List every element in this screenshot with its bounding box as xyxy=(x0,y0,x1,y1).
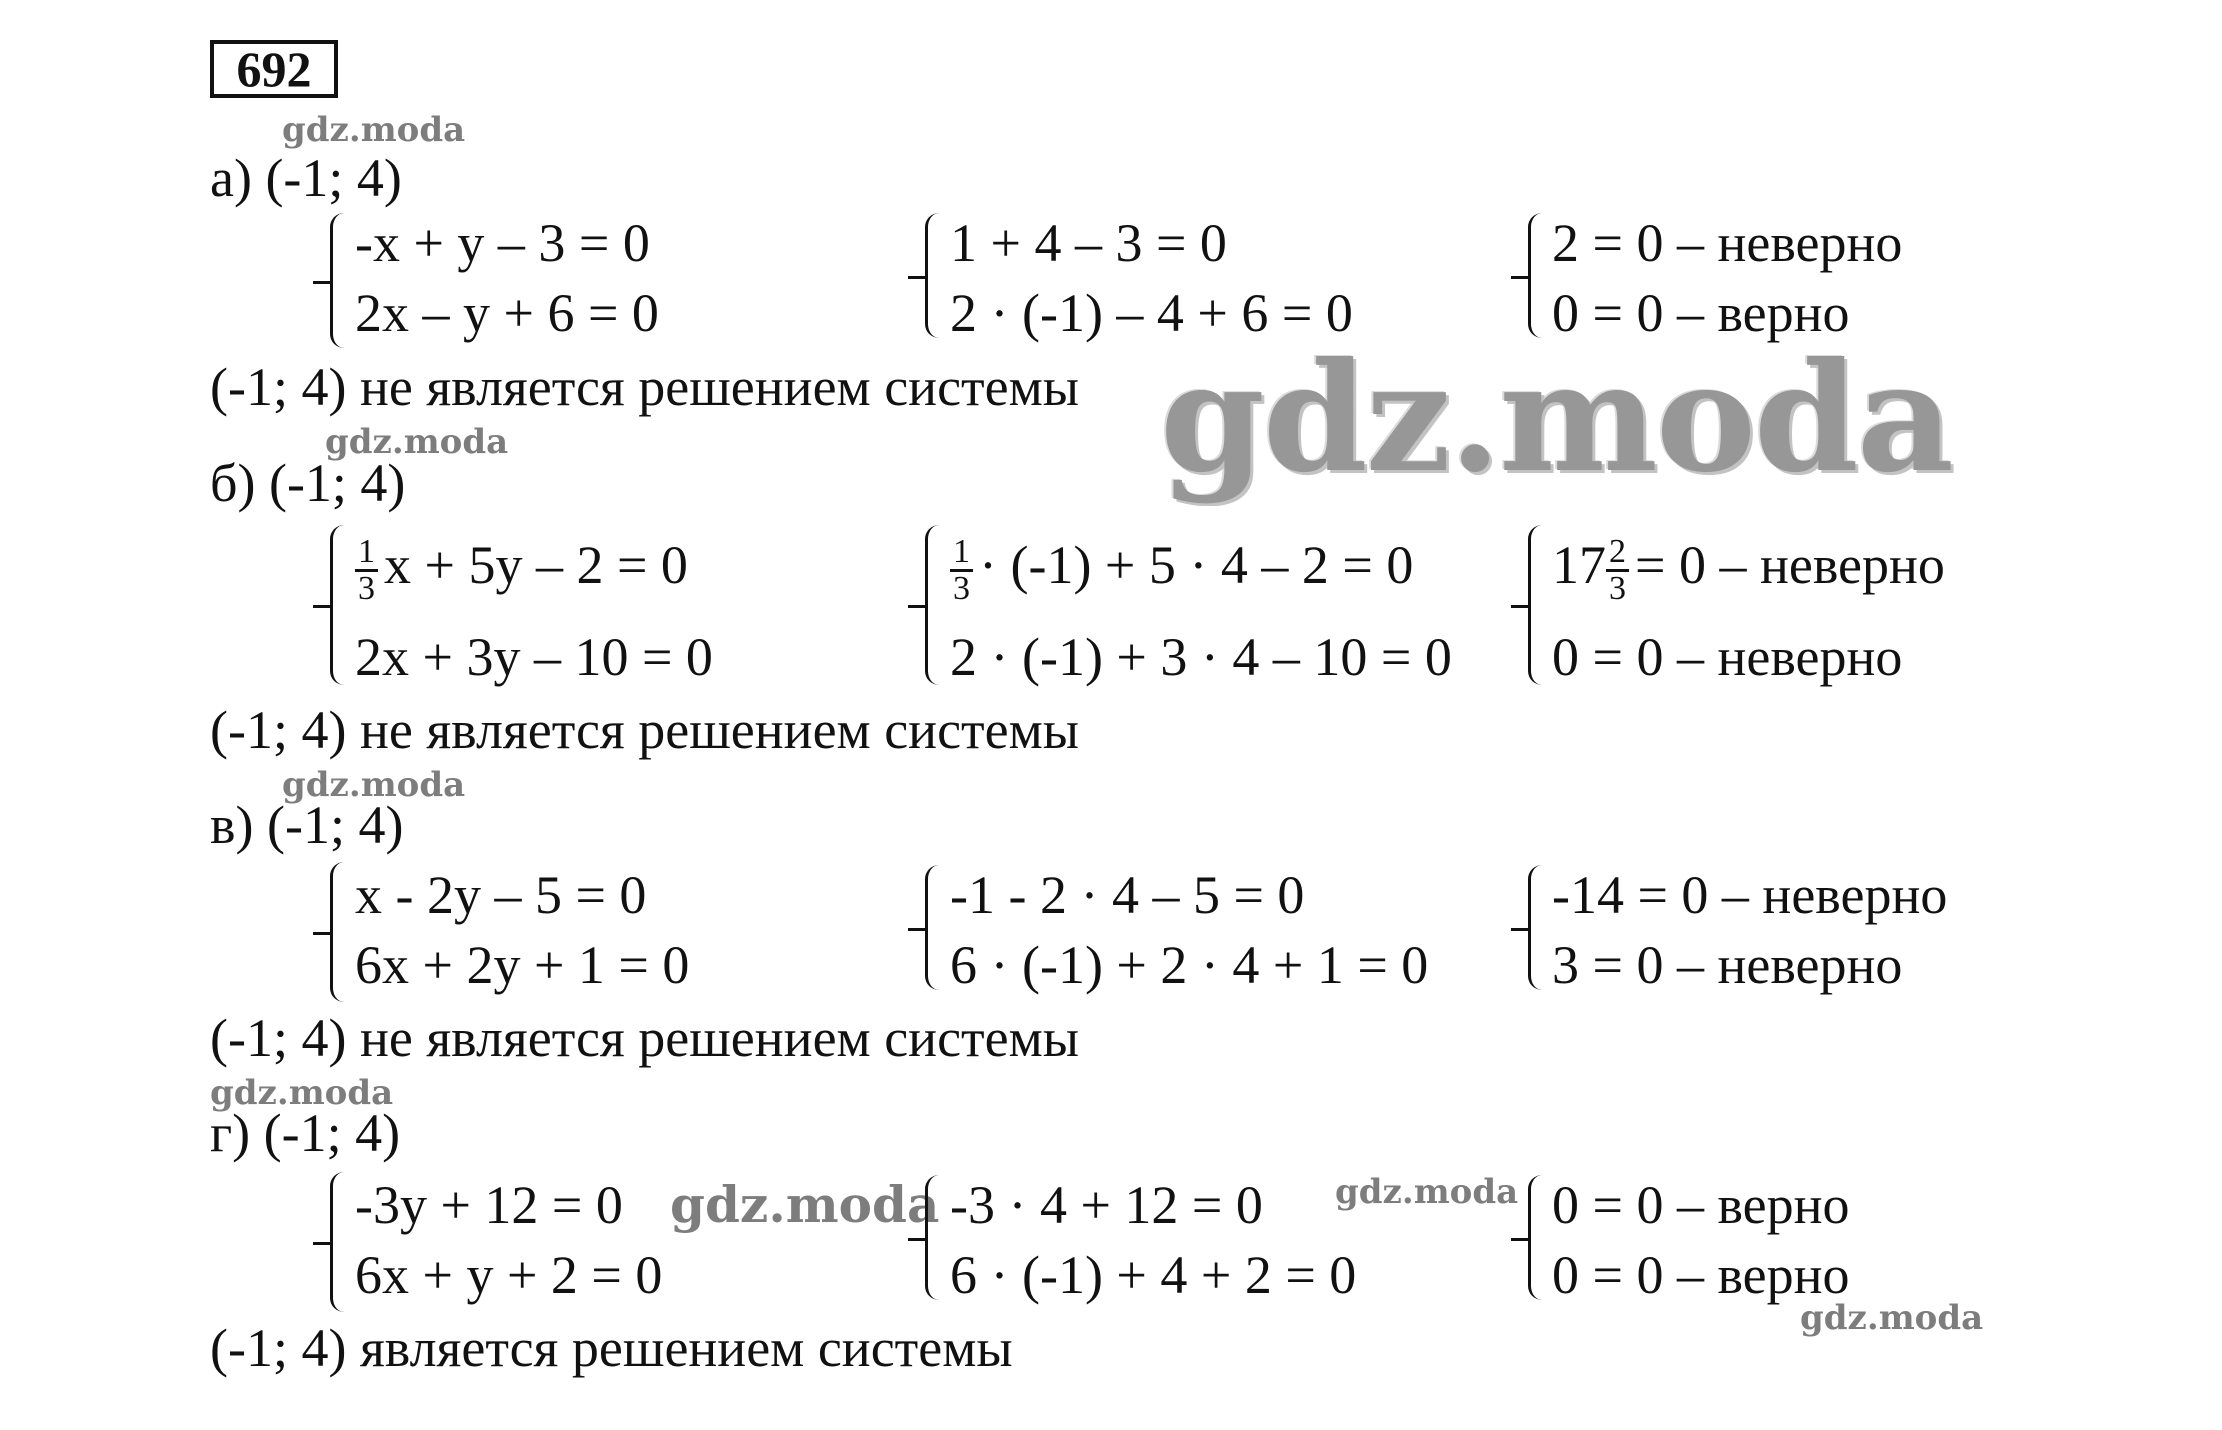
system-brace xyxy=(1528,525,1553,685)
fraction: $\frac{2}{3}$ xyxy=(1606,535,1629,606)
equation: $\frac{1}{3}$ x + 5y – 2 = 0 xyxy=(355,535,688,606)
equation: x - 2y – 5 = 0 xyxy=(355,865,647,925)
part-a-conclusion: (-1; 4) не является решением системы xyxy=(210,357,1080,417)
equation: 17 $\frac{2}{3}$ = 0 – неверно xyxy=(1552,533,1945,608)
watermark: gdz.moda xyxy=(325,422,509,462)
equation: 2x + 3y – 10 = 0 xyxy=(355,627,713,687)
equation: -3 · 4 + 12 = 0 xyxy=(950,1175,1263,1235)
equation: -1 - 2 · 4 – 5 = 0 xyxy=(950,865,1305,925)
equation: $\frac{1}{3}$ · (-1) + 5 · 4 – 2 = 0 xyxy=(950,535,1413,606)
system-brace xyxy=(925,865,950,990)
equation: 6 · (-1) + 4 + 2 = 0 xyxy=(950,1245,1357,1305)
equation: 6x + y + 2 = 0 xyxy=(355,1245,663,1305)
equation: -14 = 0 – неверно xyxy=(1552,865,1948,925)
part-b-conclusion: (-1; 4) не является решением системы xyxy=(210,700,1080,760)
system-brace xyxy=(330,862,355,1002)
problem-number: 692 xyxy=(210,40,338,98)
part-v-header: в) (-1; 4) xyxy=(210,795,404,855)
equation: 2 · (-1) – 4 + 6 = 0 xyxy=(950,283,1353,343)
equation: -x + y – 3 = 0 xyxy=(355,213,650,273)
system-brace xyxy=(330,213,355,348)
system-brace xyxy=(925,213,950,338)
equation: 2 · (-1) + 3 · 4 – 10 = 0 xyxy=(950,627,1452,687)
equation: 3 = 0 – неверно xyxy=(1552,935,1903,995)
part-v-conclusion: (-1; 4) не является решением системы xyxy=(210,1008,1080,1068)
equation: 6x + 2y + 1 = 0 xyxy=(355,935,690,995)
system-brace xyxy=(1528,865,1553,990)
watermark: gdz.moda xyxy=(282,765,466,805)
equation: 2x – y + 6 = 0 xyxy=(355,283,659,343)
system-brace xyxy=(330,1172,355,1312)
watermark: gdz.moda xyxy=(1335,1172,1519,1212)
part-b-header: б) (-1; 4) xyxy=(210,453,406,513)
equation: 1 + 4 – 3 = 0 xyxy=(950,213,1227,273)
fraction: $\frac{1}{3}$ xyxy=(355,535,378,606)
equation: 0 = 0 – верно xyxy=(1552,1245,1850,1305)
watermark-large: gdz.moda xyxy=(1160,330,1953,506)
equation: 0 = 0 – верно xyxy=(1552,1175,1850,1235)
equation: 6 · (-1) + 2 · 4 + 1 = 0 xyxy=(950,935,1429,995)
watermark: gdz.moda xyxy=(1800,1298,1984,1338)
system-brace xyxy=(330,525,355,685)
system-brace xyxy=(925,525,950,685)
equation: -3y + 12 = 0 xyxy=(355,1175,623,1235)
system-brace xyxy=(1528,213,1553,338)
system-brace xyxy=(925,1175,950,1300)
watermark: gdz.moda xyxy=(282,110,466,150)
system-brace xyxy=(1528,1175,1553,1300)
fraction: $\frac{1}{3}$ xyxy=(950,535,973,606)
watermark: gdz.moda xyxy=(210,1073,394,1113)
watermark: gdz.moda xyxy=(670,1175,940,1234)
equation: 0 = 0 – неверно xyxy=(1552,627,1903,687)
part-g-conclusion: (-1; 4) является решением системы xyxy=(210,1318,1013,1378)
part-g-header: г) (-1; 4) xyxy=(210,1103,401,1163)
part-a-header: а) (-1; 4) xyxy=(210,148,402,208)
equation: 2 = 0 – неверно xyxy=(1552,213,1903,273)
equation: 0 = 0 – верно xyxy=(1552,283,1850,343)
